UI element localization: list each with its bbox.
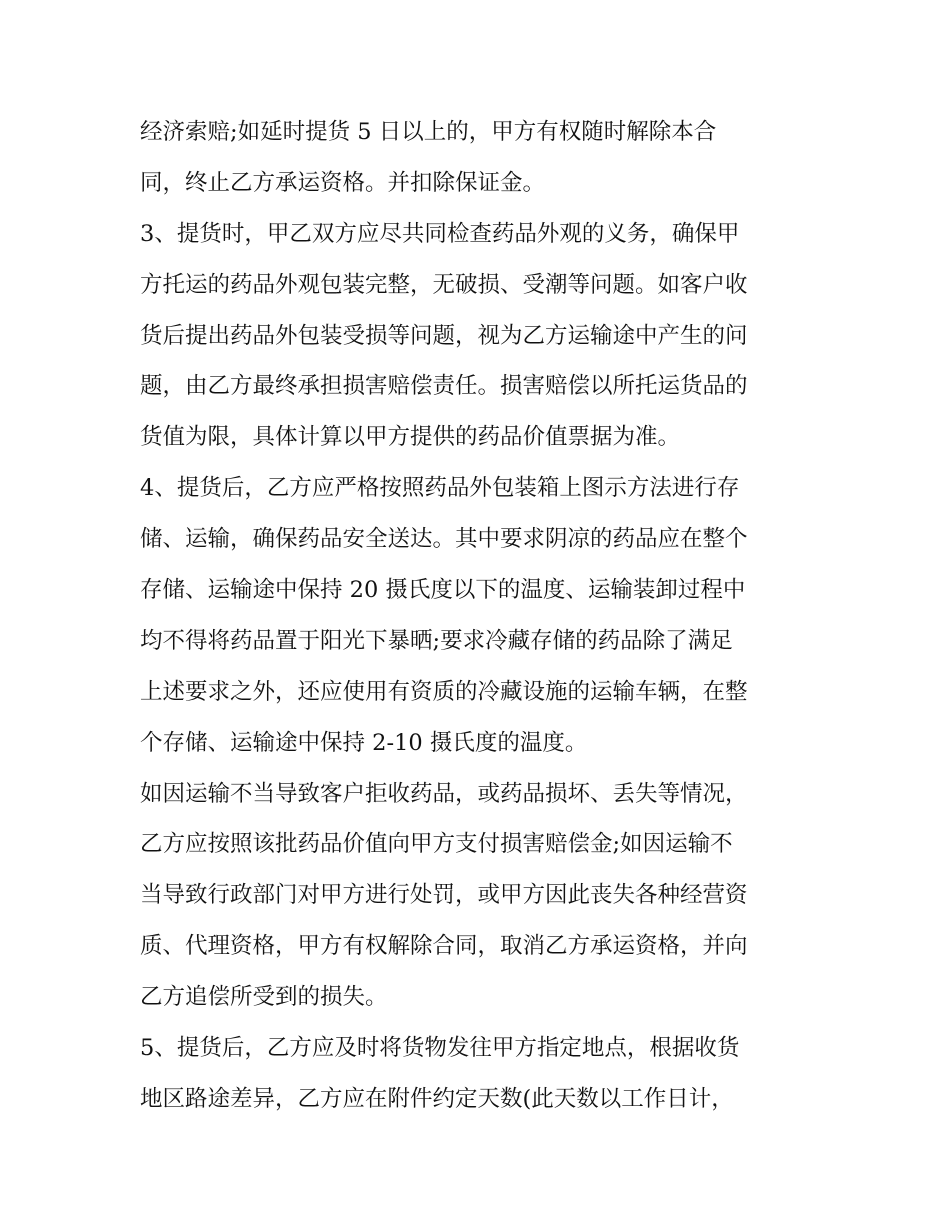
text-line: 地区路途差异，乙方应在附件约定天数(此天数以工作日计， [140,1085,734,1112]
text-line: 方托运的药品外观包装完整，无破损、受潮等问题。如客户收 [140,271,748,298]
text-line: 乙方追偿所受到的损失。 [140,984,388,1011]
text-line: 货值为限，具体计算以甲方提供的药品价值票据为准。 [140,424,681,451]
text-line: 经济索赔;如延时提货 5 日以上的，甲方有权随时解除本合 [140,119,717,145]
text-line: 存储、运输途中保持 20 摄氏度以下的温度、运输装卸过程中 [140,577,746,604]
text-line: 乙方应按照该批药品价值向甲方支付损害赔偿金;如因运输不 [140,831,733,858]
text-line: 题，由乙方最终承担损害赔偿责任。损害赔偿以所托运货品的 [140,373,748,400]
contract-body-text [140,107,820,1125]
text-line: 5、提货后，乙方应及时将货物发往甲方指定地点，根据收货 [140,1035,740,1062]
text-line: 当导致行政部门对甲方进行处罚，或甲方因此丧失各种经营资 [140,882,748,909]
text-line: 货后提出药品外包装受损等问题，视为乙方运输途中产生的问 [140,322,748,349]
text-line: 储、运输，确保药品安全送达。其中要求阴凉的药品应在整个 [140,526,748,553]
text-line: 均不得将药品置于阳光下暴晒;要求冷藏存储的药品除了满足 [140,627,733,654]
text-line: 同，终止乙方承运资格。并扣除保证金。 [140,169,546,196]
text-line: 个存储、运输途中保持 2-10 摄氏度的温度。 [140,729,588,756]
text-line: 如因运输不当导致客户拒收药品，或药品损坏、丢失等情况， [140,780,748,807]
text-line: 4、提货后，乙方应严格按照药品外包装箱上图示方法进行存 [140,475,740,502]
text-line: 质、代理资格，甲方有权解除合同，取消乙方承运资格，并向 [140,933,748,960]
text-line: 上述要求之外，还应使用有资质的冷藏设施的运输车辆，在整 [140,678,748,705]
text-line: 3、提货时，甲乙双方应尽共同检查药品外观的义务，确保甲 [140,220,740,247]
